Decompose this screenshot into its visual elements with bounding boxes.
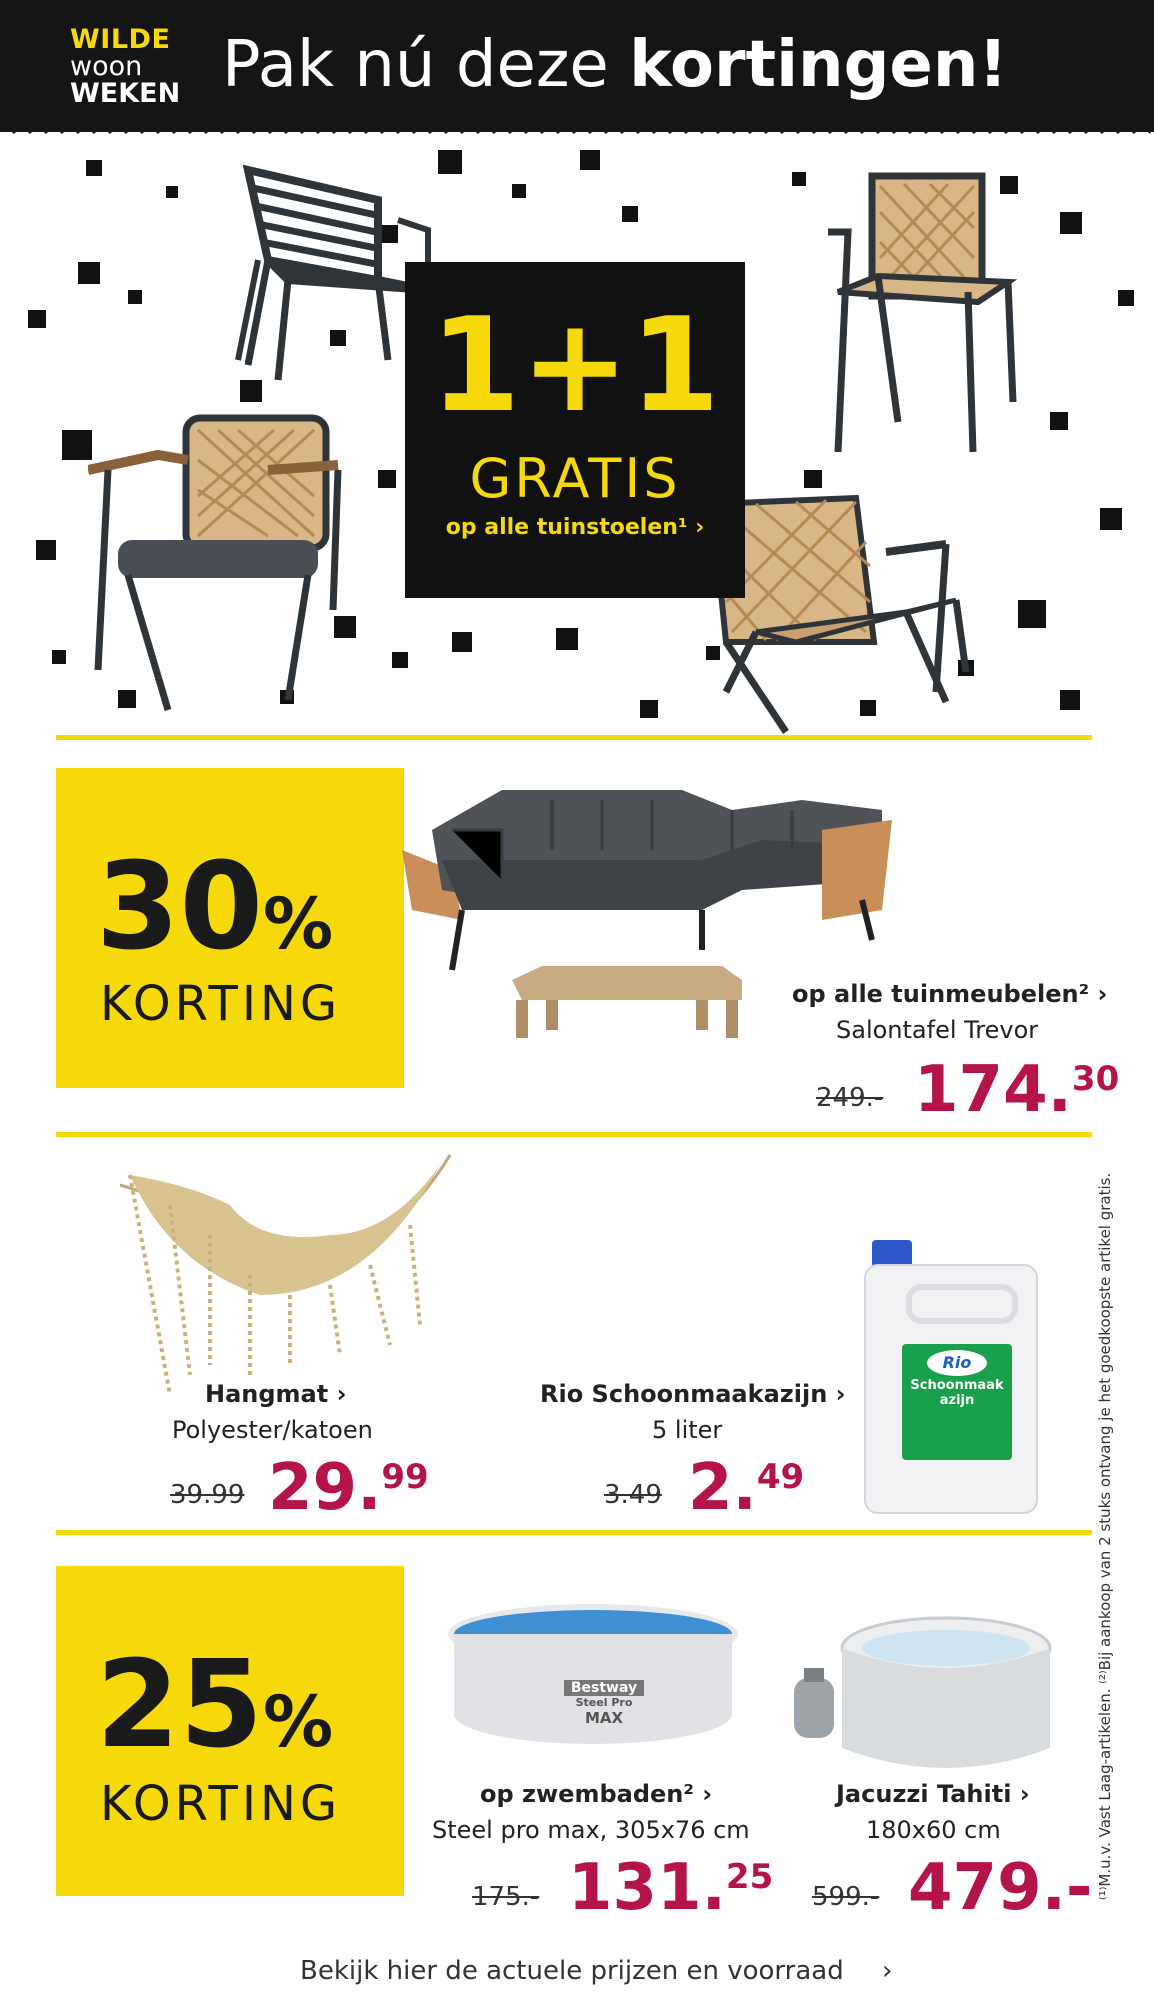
yellow-divider: [56, 1530, 1092, 1535]
pool-brand: Bestway: [564, 1680, 644, 1696]
discount-30-label: KORTING: [100, 976, 342, 1032]
pool-label-line-1: Steel Pro: [575, 1696, 633, 1709]
zwembad-old-price: 175.-: [472, 1882, 540, 1912]
hammock-image: [110, 1145, 460, 1395]
price-main: 174.: [914, 1053, 1072, 1127]
salontafel-name: Salontafel Trevor: [836, 1016, 1039, 1044]
price-main: 2.: [688, 1451, 757, 1525]
price-cents: 49: [756, 1457, 805, 1497]
zwembaden-link[interactable]: op zwembaden² ›: [480, 1780, 713, 1808]
rattan-lounge-chair-image: [88, 410, 348, 720]
discount-30-percent: [96, 838, 334, 977]
azijn-desc: 5 liter: [652, 1416, 723, 1444]
label-line-1: Schoonmaak: [910, 1378, 1004, 1393]
zwembad-desc: Steel pro max, 305x76 cm: [432, 1816, 750, 1844]
azijn-bottle-image: [864, 1240, 1034, 1510]
brand-line-2: woon: [70, 51, 143, 82]
headline-bold: kortingen!: [629, 28, 1008, 102]
bottle-label: [902, 1344, 1012, 1460]
chevron-right-icon: ›: [881, 1956, 893, 1986]
pool-label: [564, 1680, 644, 1736]
promo-gratis: GRATIS: [469, 447, 681, 510]
zwembad-price: [568, 1851, 774, 1925]
pool-image: [448, 1604, 738, 1770]
percent-sign: %: [263, 1681, 334, 1763]
price-cents: 30: [1071, 1059, 1120, 1099]
salontafel-price: [914, 1053, 1120, 1127]
prices-stock-link[interactable]: [300, 1956, 892, 1986]
jacuzzi-old-price: 599.-: [812, 1882, 880, 1912]
brand-line-3: WEKEN: [70, 78, 181, 109]
price-main: 131.: [568, 1851, 726, 1925]
percent-sign: %: [263, 883, 334, 965]
header-zigzag-edge: [0, 122, 1154, 138]
azijn-price: [688, 1451, 805, 1525]
percent-value: 25: [96, 1636, 263, 1775]
headline-regular: Pak nú deze: [222, 28, 630, 102]
discount-25-percent: [96, 1636, 334, 1775]
promo-chairs-link[interactable]: op alle tuinstoelen¹ ›: [445, 515, 705, 540]
footer-link-text: Bekijk hier de actuele prijzen en voorraad: [300, 1956, 844, 1986]
salontafel-old-price: 249.-: [816, 1083, 884, 1113]
promo-big-text: 1+1: [430, 289, 720, 441]
price-cents: 25: [725, 1857, 774, 1897]
bottle-handle: [906, 1284, 1018, 1324]
rattan-dining-chair-image: [818, 172, 1018, 462]
azijn-old-price: 3.49: [604, 1480, 662, 1510]
azijn-link[interactable]: Rio Schoonmaakazijn ›: [540, 1380, 846, 1408]
page-title: [222, 28, 1008, 102]
brand-line-1: WILDE: [70, 24, 171, 55]
jacuzzi-desc: 180x60 cm: [866, 1816, 1001, 1844]
percent-value: 30: [96, 838, 263, 977]
jacuzzi-image: [786, 1608, 1056, 1778]
price-main: 29.: [268, 1451, 382, 1525]
tuinmeubelen-link[interactable]: op alle tuinmeubelen² ›: [792, 980, 1108, 1008]
footnote-vertical: ⁽¹⁾M.u.v. Vast Laag-artikelen. ⁽²⁾Bij aankoop van 2 stuks ontvang je het goedkoopste artikel gratis.: [1096, 1172, 1114, 1900]
hangmat-old-price: 39.99: [170, 1480, 245, 1510]
label-line-2: azijn: [939, 1393, 975, 1408]
brand-logo[interactable]: [70, 26, 180, 107]
pool-label-line-2: MAX: [584, 1709, 624, 1727]
price-cents: 99: [381, 1457, 429, 1497]
rattan-relax-chair-image: [706, 492, 976, 742]
jacuzzi-link[interactable]: Jacuzzi Tahiti ›: [836, 1780, 1030, 1808]
yellow-divider: [56, 735, 1092, 740]
jacuzzi-price: 479.-: [908, 1851, 1093, 1925]
hangmat-link[interactable]: Hangmat ›: [205, 1380, 347, 1408]
yellow-divider: [56, 1132, 1092, 1137]
hangmat-desc: Polyester/katoen: [172, 1416, 373, 1444]
discount-25-label: KORTING: [100, 1776, 342, 1832]
hangmat-price: [268, 1451, 429, 1525]
rio-brand: Rio: [927, 1350, 987, 1376]
